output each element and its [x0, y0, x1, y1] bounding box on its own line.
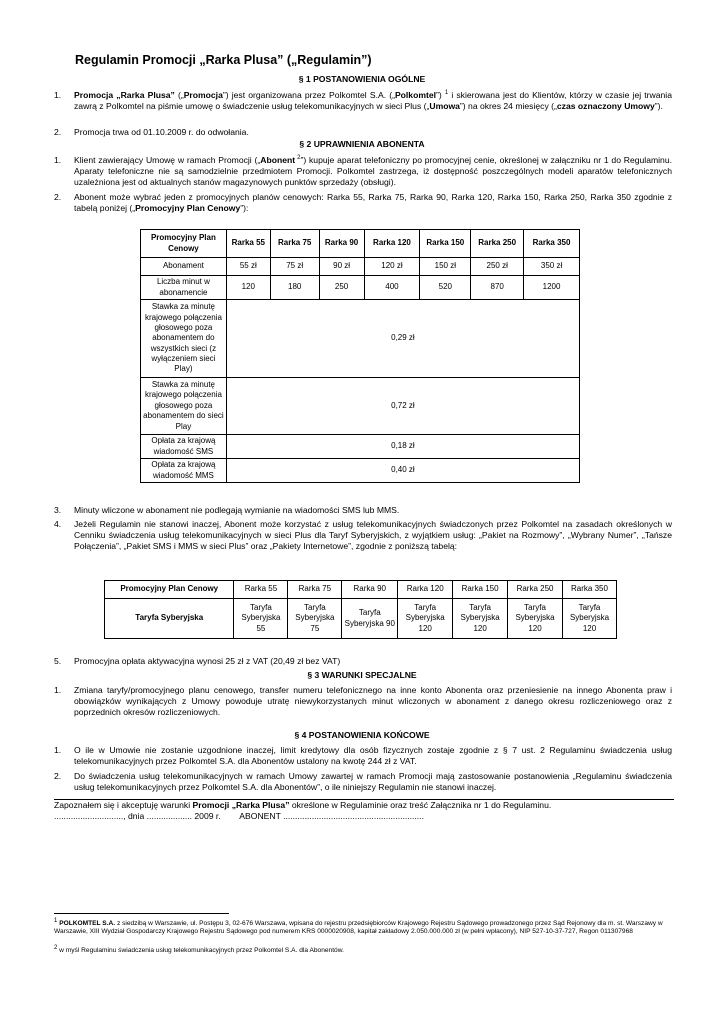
- table-cell: Taryfa Syberyjska 120: [508, 599, 563, 639]
- plan-header-cell: Promocyjny Plan Cenowy: [105, 581, 234, 599]
- table-cell: 120: [226, 276, 270, 300]
- s4-paragraph-2: [54, 771, 672, 795]
- footnote-1: [54, 917, 674, 936]
- table-row-abonament: [141, 258, 580, 276]
- table-cell: Taryfa Syberyjska 120: [563, 599, 617, 639]
- plan-name-cell: Rarka 75: [288, 581, 342, 599]
- table-cell: 870: [471, 276, 524, 300]
- acceptance-statement: [54, 800, 674, 822]
- table-cell: 520: [420, 276, 471, 300]
- table-row-rate-play: [141, 378, 580, 435]
- table-cell: 1200: [524, 276, 580, 300]
- bold-term: Promocji „Rarka Plusa”: [192, 800, 290, 810]
- table-cell: 180: [270, 276, 319, 300]
- s2-paragraph-2: [54, 192, 672, 216]
- row-label: Abonament: [141, 258, 227, 276]
- text-fragment: ”) kupuje aparat telefoniczny po promocyjnej cenie, określonej w załączniku nr 1 do Regulaminu. Aparaty telefoniczne nie są samodzielnie przedmiotem Promocji. Polkomtel zastrzega, iż dostępność poszczególnych modeli aparatów telefonicznych uzależniona jest od aktualnych stanów magazynowych punktów sprzedaży (obsługi).: [74, 155, 673, 188]
- pricing-plan-table: [140, 229, 580, 483]
- item-text: O ile w Umowie nie zostanie uzgodnione inaczej, limit kredytowy dla osób fizycznych zostaje zgodnie z § 7 ust. 2 Regulaminu świadczenia usług telekomunikacyjnych przez Polkomtel S.A. dla Abonentów ustalony na kwotę 244 zł z VAT.: [74, 745, 672, 767]
- table-header-row: [141, 230, 580, 258]
- document-title: Regulamin Promocji „Rarka Plusa” („Regulamin”): [75, 53, 372, 67]
- row-label: Opłata za krajową wiadomość MMS: [141, 459, 227, 483]
- plan-name-cell: Rarka 120: [364, 230, 420, 258]
- table-cell: 120 zł: [364, 258, 420, 276]
- acceptance-text: [54, 800, 674, 811]
- text-fragment: z siedzibą w Warszawie, ul. Postępu 3, 02-676 Warszawa, wpisana do rejestru przedsiębiorców Krajowego Rejestru Sądowego prowadzonego przez Sąd Rejonowy dla m. st. Warszawy w Warszawie, XIII Wydział Gospodarczy Krajowego Rejestru Sądowego pod numerem KRS 0000020908, kapitał zakładowy 2.050.000.000 zł (w pełni wpłacony), NIP 527-10-37-727, Regon 011307968: [54, 920, 663, 936]
- text-fragment: ”) jest organizowana przez Polkomtel S.A. („: [222, 90, 395, 100]
- plan-name-cell: Rarka 150: [453, 581, 508, 599]
- item-number: 5.: [54, 656, 62, 666]
- table-row-minutes: [141, 276, 580, 300]
- plan-name-cell: Rarka 55: [234, 581, 288, 599]
- item-number: 2.: [54, 127, 62, 137]
- section-3-heading: § 3 WARUNKI SPECJALNE: [307, 670, 417, 680]
- tariff-table: [104, 580, 617, 639]
- bold-term: Polkomtel: [394, 90, 437, 100]
- s1-paragraph-2: [54, 127, 672, 139]
- footnote-ref: 1: [444, 90, 449, 97]
- row-label: Liczba minut w abonamencie: [141, 276, 227, 300]
- s4-paragraph-1: [54, 745, 672, 769]
- footnote-number: 1: [54, 917, 58, 924]
- text-fragment: w myśl Regulaminu świadczenia usług telekomunikacyjnych przez Polkomtel S.A. dla Abonentów.: [57, 947, 344, 954]
- table-row-mms: [141, 459, 580, 483]
- table-row-sms: [141, 435, 580, 459]
- bold-term: Abonent: [260, 155, 296, 165]
- table-cell: 0,72 zł: [226, 378, 579, 435]
- item-number: 1.: [54, 685, 62, 695]
- s3-paragraph-1: [54, 685, 672, 721]
- table-cell: 250 zł: [471, 258, 524, 276]
- item-text: [74, 155, 672, 189]
- plan-name-cell: Rarka 75: [270, 230, 319, 258]
- table-cell: Taryfa Syberyjska 90: [342, 599, 398, 639]
- plan-name-cell: Rarka 55: [226, 230, 270, 258]
- footnote-2: [54, 944, 674, 955]
- row-label: Taryfa Syberyjska: [105, 599, 234, 639]
- table-header-row: [105, 581, 617, 599]
- s2-paragraph-4: [54, 519, 672, 569]
- plan-name-cell: Rarka 150: [420, 230, 471, 258]
- bold-term: Promocja „Rarka Plusa”: [74, 90, 175, 100]
- table-cell: Taryfa Syberyjska 55: [234, 599, 288, 639]
- table-cell: 75 zł: [270, 258, 319, 276]
- item-text: [74, 90, 672, 112]
- plan-name-cell: Rarka 350: [524, 230, 580, 258]
- table-cell: 0,40 zł: [226, 459, 579, 483]
- bold-term: Promocja: [183, 90, 223, 100]
- s2-paragraph-3: [54, 505, 672, 517]
- table-row-rate-all: [141, 300, 580, 378]
- footnote-divider: [54, 913, 229, 914]
- text-fragment: ”):: [240, 203, 249, 214]
- table-cell: Taryfa Syberyjska 120: [453, 599, 508, 639]
- item-number: 2.: [54, 192, 62, 202]
- plan-name-cell: Rarka 350: [563, 581, 617, 599]
- item-text: Do świadczenia usług telekomunikacyjnych w ramach Umowy zawartej w ramach Promocji mają zastosowanie postanowienia „Regulaminu świadczenia usług telekomunikacyjnych przez Polkomtel S.A. dla Abonentów”, o ile niniejszy Regulamin nie stanowi inaczej.: [74, 771, 672, 793]
- text-fragment: Abonent może wybrać jeden z promocyjnych planów cenowych: Rarka 55, Rarka 75, Rarka 90, Rarka 120, Rarka 150, Rarka 250, Rarka 350 zgodnie z tabelą poniżej („: [74, 192, 672, 214]
- row-label: Opłata za krajową wiadomość SMS: [141, 435, 227, 459]
- row-label: Stawka za minutę krajowego połączenia głosowego poza abonamentem do wszystkich sieci (z wyłączeniem sieci Play): [141, 300, 227, 378]
- text-fragment: i skierowana jest do Klientów, którzy w czasie jej trwania zawrą z Polkomtel na piśmie umowę o świadczenie usług telekomunikacyjnych w sieci Plus („: [74, 90, 672, 112]
- text-fragment: Klient zawierający Umowę w ramach Promocji („: [74, 155, 261, 165]
- section-1-heading: § 1 POSTANOWIENIA OGÓLNE: [298, 74, 426, 84]
- plan-name-cell: Rarka 90: [319, 230, 364, 258]
- text-fragment: ”).: [654, 101, 663, 112]
- plan-name-cell: Rarka 250: [471, 230, 524, 258]
- table-cell: 90 zł: [319, 258, 364, 276]
- text-fragment: określone w Regulaminie oraz treść Załącznika nr 1 do Regulaminu.: [289, 800, 552, 810]
- section-2-heading: § 2 UPRAWNIENIA ABONENTA: [299, 139, 425, 149]
- text-fragment: („: [174, 90, 184, 100]
- plan-header-cell: Promocyjny Plan Cenowy: [141, 230, 227, 258]
- item-number: 1.: [54, 155, 62, 165]
- text-fragment: ”) na okres 24 miesięcy („: [459, 101, 557, 112]
- table-cell: 150 zł: [420, 258, 471, 276]
- plan-name-cell: Rarka 120: [398, 581, 453, 599]
- item-text: Promocja trwa od 01.10.2009 r. do odwołania.: [74, 127, 249, 137]
- footnote-number: 2: [54, 944, 58, 951]
- table-cell: 400: [364, 276, 420, 300]
- item-text: Promocyjna opłata aktywacyjna wynosi 25 zł z VAT (20,49 zł bez VAT): [74, 656, 341, 666]
- s1-paragraph-1: [54, 90, 672, 126]
- bold-term: Promocyjny Plan Cenowy: [135, 203, 241, 214]
- table-cell: 0,18 zł: [226, 435, 579, 459]
- table-cell: 55 zł: [226, 258, 270, 276]
- item-number: 1.: [54, 745, 62, 755]
- item-text: [74, 192, 672, 214]
- bold-term: POLKOMTEL S.A.: [59, 920, 116, 927]
- bold-term: Umowa: [429, 101, 460, 112]
- text-fragment: ”): [436, 90, 445, 100]
- table-row-tariff: [105, 599, 617, 639]
- item-number: 2.: [54, 771, 62, 781]
- s2-paragraph-1: [54, 155, 672, 191]
- row-label: Stawka za minutę krajowego połączenia głosowego poza abonamentem do sieci Play: [141, 378, 227, 435]
- table-cell: Taryfa Syberyjska 120: [398, 599, 453, 639]
- table-cell: 250: [319, 276, 364, 300]
- table-cell: 0,29 zł: [226, 300, 579, 378]
- section-4-heading: § 4 POSTANOWIENIA KOŃCOWE: [294, 730, 430, 740]
- table-cell: 350 zł: [524, 258, 580, 276]
- plan-name-cell: Rarka 250: [508, 581, 563, 599]
- item-number: 3.: [54, 505, 62, 515]
- table-cell: Taryfa Syberyjska 75: [288, 599, 342, 639]
- footnote-ref: 2: [295, 155, 301, 162]
- signature-line: ............................., dnia ................... 2009 r. ABONENT ...........................................................: [54, 811, 424, 822]
- item-number: 4.: [54, 519, 62, 529]
- bold-term: czas oznaczony Umowy: [556, 101, 655, 112]
- item-text: Jeżeli Regulamin nie stanowi inaczej, Abonent może korzystać z usług telekomunikacyjnych świadczonych przez Polkomtel na zasadach określonych w Cenniku świadczenia usług telekomunikacyjnych w sieci Plus dla Taryf Syberyjskich, z wyjątkiem usług: „Pakiet na Rozmowy”, „Wybrany Numer”, „Tańsze Połączenia”, „Pakiet SMS i MMS w sieci Plus” oraz „Pakiety Internetowe”, zgodnie z poniższą tabelą:: [74, 519, 672, 552]
- plan-name-cell: Rarka 90: [342, 581, 398, 599]
- item-text: Zmiana taryfy/promocyjnego planu cenowego, transfer numeru telefonicznego na inne konto Abonenta oraz przeniesienie na innego Abonenta praw i obowiązków wynikających z Umowy powoduje utratę niewykorzystanych minut wliczonych w abonament z danego okresu rozliczeniowego oraz z poprzednich okresów rozliczeniowych.: [74, 685, 672, 718]
- item-text: Minuty wliczone w abonament nie podlegają wymianie na wiadomości SMS lub MMS.: [74, 505, 400, 515]
- text-fragment: Zapoznałem się i akceptuję warunki: [54, 800, 193, 810]
- s2-paragraph-5: [54, 656, 672, 668]
- item-number: 1.: [54, 90, 62, 100]
